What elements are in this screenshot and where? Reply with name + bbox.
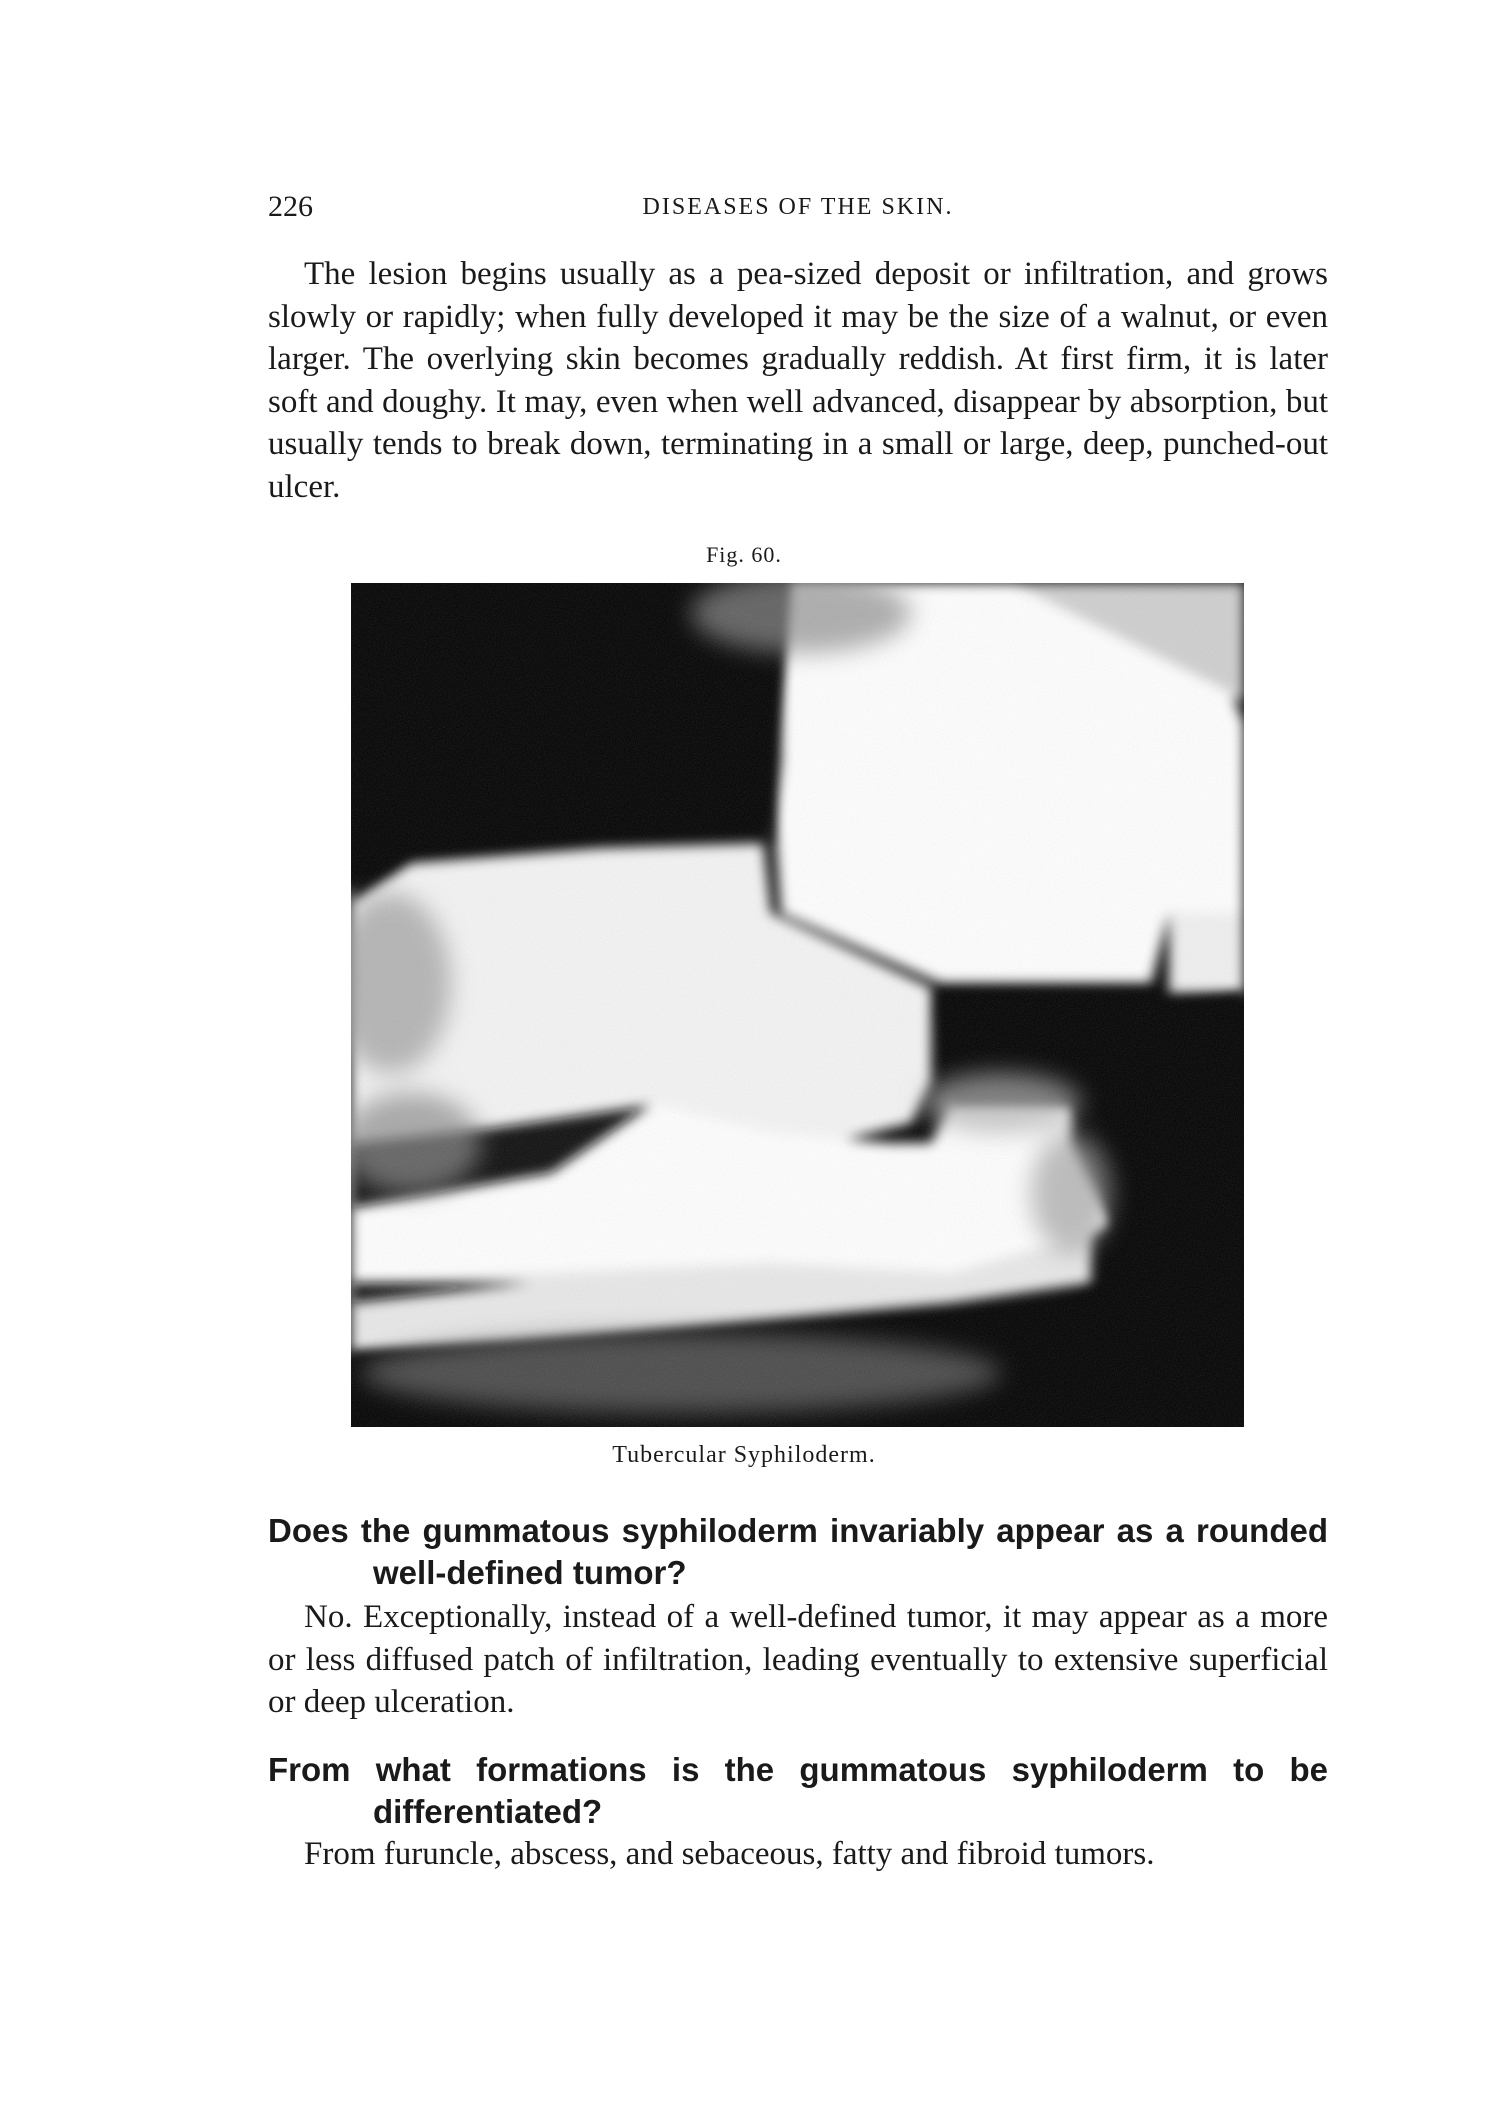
question-heading: Does the gummatous syphiloderm invariably appear as a rounded well-defined tumor? — [268, 1512, 1328, 1591]
question-heading: From what formations is the gummatous syphiloderm to be differentiated? — [268, 1751, 1328, 1830]
figure-photograph — [351, 583, 1244, 1427]
answer-paragraph: From furuncle, abscess, and sebaceous, fatty and fibroid tumors. — [304, 1836, 1155, 1872]
answer-paragraph: No. Exceptionally, instead of a well-defined tumor, it may appear as a more or less diffused patch of infiltration, leading eventually to extensive superficial or deep ulceration. — [268, 1599, 1328, 1720]
running-head — [268, 190, 1328, 230]
figure-caption: Tubercular Syphiloderm. — [612, 1442, 876, 1468]
page-number: 226 — [268, 190, 313, 223]
body-paragraph: The lesion begins usually as a pea-sized deposit or infiltration, and grows slowly or rapidly; when fully developed it may be the size of a walnut, or even larger. The overlying skin becomes gradually reddish. At first firm, it is later soft and doughy. It may, even when well advanced, disappear by absorption, but usually tends to break down, terminating in a small or large, deep, punched-out ulcer. — [268, 256, 1328, 505]
running-title: DISEASES OF THE SKIN. — [642, 194, 954, 220]
figure-label: Fig. 60. — [706, 542, 782, 567]
figure-photo-render — [351, 583, 1244, 1427]
